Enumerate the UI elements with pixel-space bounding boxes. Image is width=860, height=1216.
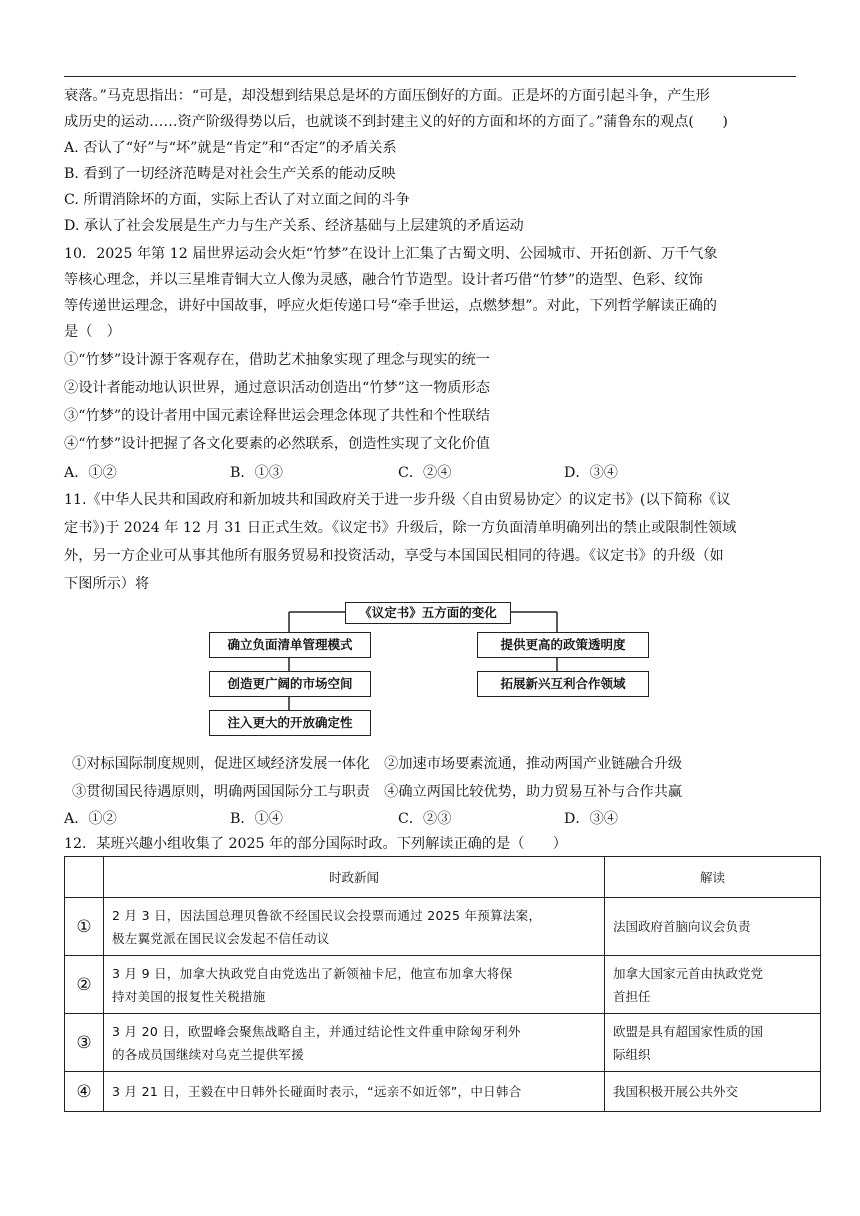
interp-line: 欧盟是具有超国家性质的国 xyxy=(613,1023,764,1039)
diagram-title-box: 《议定书》五方面的变化 xyxy=(345,602,511,624)
q10-stem: 等传递世运理念，讲好中国故事，呼应火炬传递口号“牵手世运，点燃梦想”。对此，下列哲学解读正确的 xyxy=(64,298,717,314)
q11-option: C．②③ xyxy=(398,811,452,827)
q12-stem: 12．某班兴趣小组收集了 2025 年的部分国际时政。下列解读正确的是（ ） xyxy=(64,836,567,852)
table-header-news: 时政新闻 xyxy=(104,857,605,898)
q10-item: ①“竹梦”设计源于客观存在，借助艺术抽象实现了理念与现实的统一 xyxy=(64,352,490,368)
news-line: 持对美国的报复性关税措施 xyxy=(112,988,266,1004)
news-line: 3 月 20 日，欧盟峰会聚焦战略自主，并通过结论性文件重申除匈牙利外 xyxy=(112,1023,521,1039)
diagram-box-right: 提供更高的政策透明度 xyxy=(477,632,649,658)
q10-item: ③“竹梦”的设计者用中国元素诠释世运会理念体现了共性和个性联结 xyxy=(64,408,490,424)
diagram-box-left: 注入更大的开放确定性 xyxy=(209,710,371,736)
interp-cell xyxy=(605,898,821,956)
diagram-box-right: 拓展新兴互利合作领域 xyxy=(477,671,649,697)
row-number: ① xyxy=(65,898,104,956)
interp-line: 首担任 xyxy=(613,988,651,1004)
interp-line: 加拿大国家元首由执政党党 xyxy=(613,965,764,981)
q10-option: D．③④ xyxy=(564,465,618,481)
interp-line: 我国积极开展公共外交 xyxy=(613,1084,739,1099)
news-table xyxy=(64,856,821,1112)
interp-line: 际组织 xyxy=(613,1046,651,1062)
protocol-diagram xyxy=(205,602,655,738)
table-row xyxy=(65,956,821,1014)
q9-option-d: D. 承认了社会发展是生产力与生产关系、经济基础与上层建筑的矛盾运动 xyxy=(64,218,524,234)
table-header-interp: 解读 xyxy=(605,857,821,898)
diagram-box-left: 创造更广阔的市场空间 xyxy=(209,671,371,697)
interp-cell xyxy=(605,1014,821,1072)
q11-stem: 定书》)于 2024 年 12 月 31 日正式生效。《议定书》升级后，除一方负面清单明确列出的禁止或限制性领域 xyxy=(64,520,737,536)
text-line: 成历史的运动……资产阶级得势以后，也就谈不到封建主义的好的方面和坏的方面了。”蒲鲁东的观点( ) xyxy=(64,114,728,130)
news-line: 的各成员国继续对乌克兰提供军援 xyxy=(112,1046,305,1062)
q11-items: ①对标国际制度规则，促进区域经济发展一体化 ②加速市场要素流通，推动两国产业链融合升级 xyxy=(72,756,683,772)
table-row xyxy=(65,1072,821,1112)
interp-line: 法国政府首脑向议会负责 xyxy=(613,919,751,934)
news-cell xyxy=(104,1072,605,1112)
news-line: 3 月 21 日，王毅在中日韩外长碰面时表示，“远亲不如近邻”，中日韩合 xyxy=(112,1084,522,1099)
q9-option-c: C. 所谓消除坏的方面，实际上否认了对立面之间的斗争 xyxy=(64,192,410,208)
interp-cell xyxy=(605,956,821,1014)
q10-option: C．②④ xyxy=(398,465,452,481)
table-row xyxy=(65,1014,821,1072)
q10-option: A．①② xyxy=(64,465,117,481)
row-number: ③ xyxy=(65,1014,104,1072)
row-number: ② xyxy=(65,956,104,1014)
q10-stem: 10．2025 年第 12 届世界运动会火炬“竹梦”在设计上汇集了古蜀文明、公园城市、开拓创新、万千气象 xyxy=(64,246,718,262)
news-cell xyxy=(104,898,605,956)
q11-option: D．③④ xyxy=(564,811,618,827)
q9-option-a: A. 否认了“好”与“坏”就是“肯定”和“否定”的矛盾关系 xyxy=(64,140,397,156)
news-cell xyxy=(104,956,605,1014)
row-number: ④ xyxy=(65,1072,104,1112)
table-header-row xyxy=(65,857,821,898)
news-line: 极左翼党派在国民议会发起不信任动议 xyxy=(112,930,330,946)
news-line: 3 月 9 日，加拿大执政党自由党选出了新领袖卡尼，他宣布加拿大将保 xyxy=(112,965,513,981)
q11-items: ③贯彻国民待遇原则，明确两国国际分工与职责 ④确立两国比较优势，助力贸易互补与合作共赢 xyxy=(72,784,683,800)
table-row xyxy=(65,898,821,956)
q10-stem: 等核心理念，并以三星堆青铜大立人像为灵感，融合竹节造型。设计者巧借“竹梦”的造型、色彩、纹饰 xyxy=(64,272,703,288)
q11-stem: 下图所示）将 xyxy=(64,576,150,592)
q10-stem: 是（ ） xyxy=(64,324,121,340)
q10-item: ④“竹梦”设计把握了各文化要素的必然联系，创造性实现了文化价值 xyxy=(64,436,490,452)
q9-option-b: B. 看到了一切经济范畴是对社会生产关系的能动反映 xyxy=(64,166,396,182)
diagram-box-left: 确立负面清单管理模式 xyxy=(209,632,371,658)
table-header-num xyxy=(65,857,104,898)
news-cell xyxy=(104,1014,605,1072)
q11-stem: 外，另一方企业可从事其他所有服务贸易和投资活动，享受与本国国民相同的待遇。《议定书》的升级（如 xyxy=(64,548,724,564)
q11-stem: 11.《中华人民共和国政府和新加坡共和国政府关于进一步升级〈自由贸易协定〉的议定书》(以下简称《议 xyxy=(64,492,731,508)
header-rule xyxy=(64,76,796,77)
q11-option: A．①② xyxy=(64,811,117,827)
q11-option: B．①④ xyxy=(230,811,283,827)
interp-cell xyxy=(605,1072,821,1112)
q10-item: ②设计者能动地认识世界，通过意识活动创造出“竹梦”这一物质形态 xyxy=(64,380,490,396)
q10-option: B．①③ xyxy=(230,465,283,481)
news-line: 2 月 3 日，因法国总理贝鲁欲不经国民议会投票而通过 2025 年预算法案， xyxy=(112,907,542,923)
text-line: 衰落。”马克思指出：“可是，却没想到结果总是坏的方面压倒好的方面。正是坏的方面引起斗争，产生形 xyxy=(64,88,710,104)
